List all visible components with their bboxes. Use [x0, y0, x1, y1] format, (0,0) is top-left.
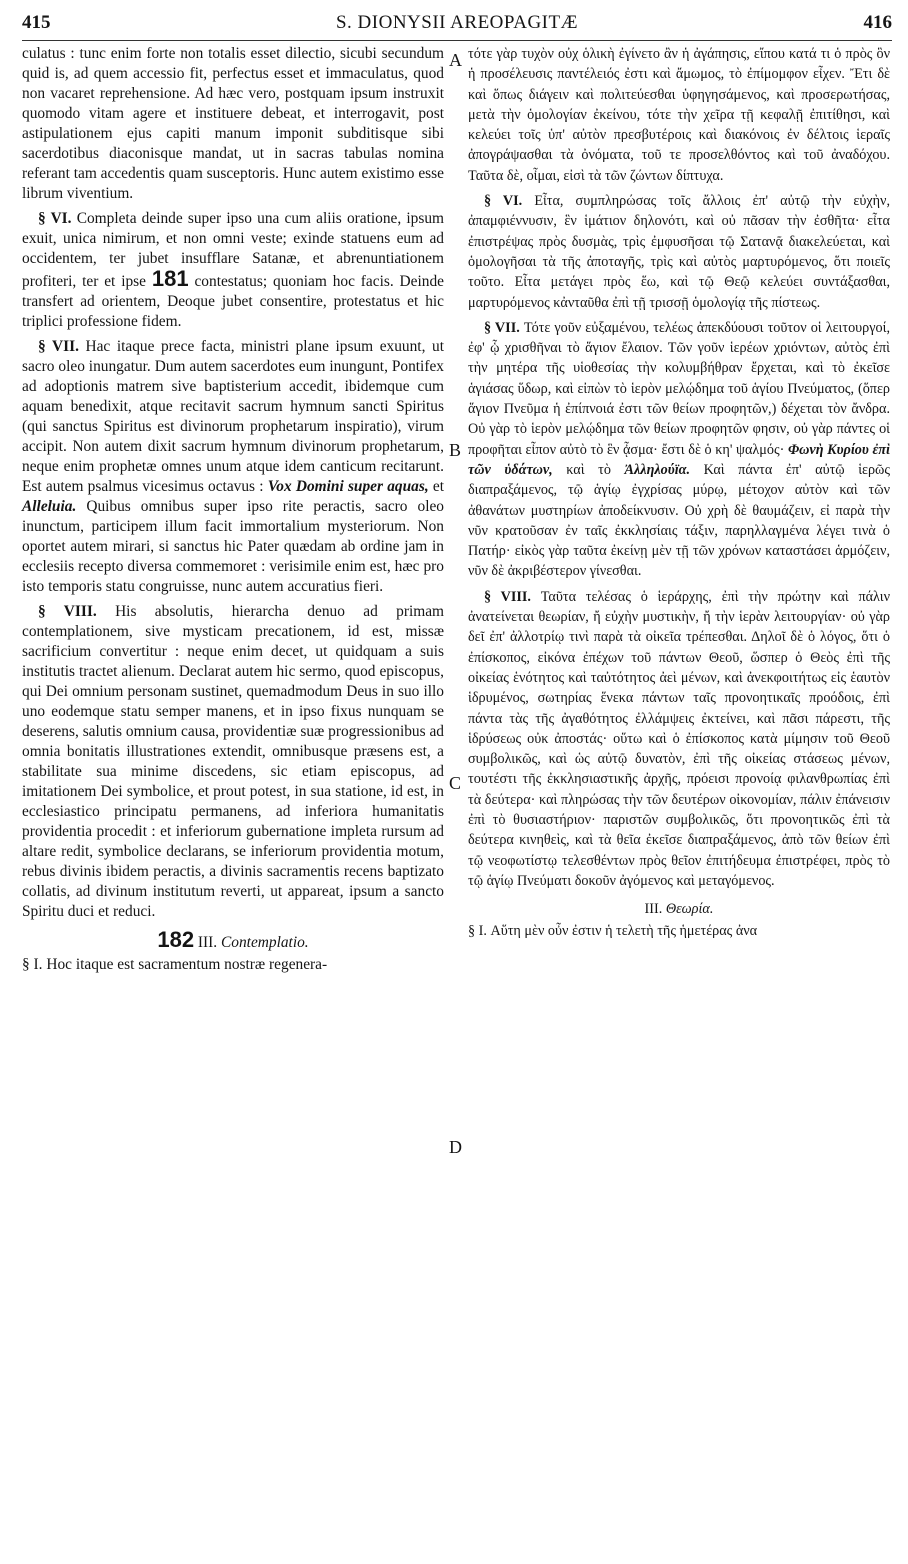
greek-section-vii: § VII. Τότε γοῦν εὐξαμένου, τελέως ἀπεκδύουσι τοῦτον οἱ λειτουργοί, ἐφ' ᾧ χρισθῆναι τὸ ἅγιον ἔλαιον. Τῶν γοῦν ἱερέων χριόντων, αὐτὸς ἐπὶ τὴν μητέρα τῆς υἱοθεσίας τὴν κολυμβήθραν ἔρχεται, καὶ τὸ ἐκεῖσε ἁγιάσας ὕδωρ, καὶ εἰπὼν τὸ ἱερὸν μελῴδημα τοῦ ἁγίου Πνεύματος, (ὅπερ ἅγιον Πνεῦμα ἡ ἐπίπνοιά ἐστι τῶν θείων προφητῶν,) δέχεται τὸν ἄνδρα. Οὐ γὰρ τὸ ἱερὸν μελῴδημα τῶν θείων προφητῶν φησιν, οὐ γὰρ πάντες οἱ προφῆται εἶπον αὐτὸ τὸ ἓν ᾆσμα· ἔστι δὲ ὁ κη' ψαλμός· Φωνὴ Κυρίου ἐπὶ τῶν ὑδάτων, καὶ τὸ Ἀλληλούϊα. Καὶ πάντα ἐπ' αὐτῷ ἱερῶς διαπραξάμενος, τῷ ἁγίῳ ἐγχρίσας μύρῳ, μέτοχον αὐτὸν καὶ τῶν ἀθανάτων μυστηρίων ἀποδείκνυσιν. Οὐ χρὴ δὲ θαυμάζειν, εἰ παρὰ τὴν νῦν κρατοῦσαν ἐν ταῖς ἐκκλησίαις τάξιν, παρηλλαγμένα λέγει τινὰ ὁ Πατήρ· εἰκὸς γὰρ ταῦτα ἐκείνῃ μὲν τῇ τῶν χρόνων καταστάσει ἁρμόζειν, νῦν δὲ ἀκριβέστερον γίνεσθαι. — [468, 319, 891, 580]
alleluia-quote: Ἀλληλούϊα. — [624, 461, 691, 478]
running-title: S. DIONYSII AREOPAGITÆ — [335, 12, 578, 33]
psalm-quote: Φωνὴ Κυρίου ἐπὶ τῶν ὑδάτων, — [468, 441, 890, 478]
greek-paragraph: τότε γὰρ τυχὸν οὐχ ὁλικὴ ἐγίνετο ἂν ἡ ἀγάπησις, εἴπου κατά τι ὁ πρὸς ὃν ἡ προσέλευσις παντέλειός ἐστι καὶ ἄμωμος, τὸ ἐπίμομφον εἶχεν. Ἔτι δὲ καὶ ὅπως διάγειν καὶ πολιτεύεσθαι ὑφηγησάμενος, καὶ προσερωτήσας, μετὰ τὴν ὁμολογίαν ἐκείνου, τότε τὴν χεῖρα τῇ κεφαλῇ ἐπιτίθησι, καὶ κελεύει τοῖς ὑπ' αὐτὸν πρεσβυτέροις καὶ διακόνοις ἐν δέλτοις ἱεραῖς ἀπογράψασθαι τὰ ὀνόματα, τοῦ τε προσελθόντος καὶ τοῦ ἀναδόχου. Ταῦτα δὲ, οἶμαι, εἰσὶ τὰ τῶν ζώντων δίπτυχα. — [468, 46, 890, 184]
greek-section-vi: § VI. Εἶτα, συμπληρώσας τοῖς ἄλλοις ἐπ' αὐτῷ τὴν εὐχὴν, ἀπαμφιέννυσιν, ἓν ἱμάτιον δηλονότι, καὶ οὐ πᾶσαν τὴν ἐσθῆτα· εἶτα ἐπιστρέψας πρὸς δυσμὰς, τρὶς ἐμφυσῆσαι τῷ Σατανᾷ διακελεύεται, καὶ ὁμολογῆσαι τὰ τῆς ἀποταγῆς, τρὶς καὶ αὐτὸς μαρτυρόμενος, ὅτι ποιεῖς τοῦτο. Εἶτα μετάγει πρὸς ἕω, καὶ τῷ Θεῷ κελεύει συντάξασθαι, μαρτυρόμενος κἀνταῦθα ἐπὶ τῇ τρισσῇ ὁμολογίᾳ τῆς πίστεως. — [468, 193, 891, 311]
section-number: § VIII. — [484, 588, 531, 605]
latin-section-vii: § VII. Hac itaque prece facta, ministri plane ipsum exuunt, ut sacro oleo inungatur. Dum autem sacerdotes eum inungunt, Pontifex ad adoptionis matrem sive baptisterium accedit, ibidemque cum aquam benedixit, atque recitavit sacrum hymnum sancti Spiritus (qui sanctus Spiritus est divinorum prophetarum inspiratio), virum accipit. Non autem dixit sacrum hymnum divinorum prophetarum, neque enim prophetæ omnes unum atque idem canticum recitarunt. Est autem psalmus vicesimus octavus : Vox Domini super aquas, et Alleluia. Quibus omnibus super ipso rite peractis, sacro oleo inunctum, participem illum facit immortalium mysteriorum. Non oportet autem mirari, si sanctus hic Pater quædam ab ordine jam in ecclesiis recepto diversa commemoret : verisimile enim est, hæc pro isto temporis statu congruisse, nunc autem accuratius fieri. — [22, 338, 444, 595]
alleluia-quote: Alleluia. — [22, 498, 77, 515]
latin-paragraph: § I. Hoc itaque est sacramentum nostræ regenera- — [22, 956, 328, 973]
section-number: § VII. — [484, 319, 520, 336]
column-number: 181 — [151, 266, 189, 291]
margin-letter: A — [449, 50, 462, 70]
greek-paragraph: § I. Αὕτη μὲν οὖν ἐστιν ἡ τελετὴ τῆς ἡμετέρας ἀνα — [468, 923, 758, 940]
running-header — [22, 12, 892, 40]
latin-section-viii: § VIII. His absolutis, hierarcha denuo ad primam contemplationem, sive mysticam precationem, id est, missæ sacrificium convertitur : neque enim decet, ut quidquam a suis institutis tractet alienum. Declarat autem hic sermo, quod episcopus, qui Dei omnium personam sustinet, quemadmodum Deus in suo illo uno eodemque statu semper manens, et in ipso fixus nunquam se deserens, salutis omnium causa, providentiæ suæ progressionibus ad omnia bonitatis illustrationes extendit, omnibusque præsens est, a stabilitate sua minime discedens, sic etiam episcopus, ad imitationem Dei symbolice, et prout potest, in sua statione, id est, in ecclesiastico principatu permanens, ad inferiora humanitatis providentia procedit : et inferiorum gubernatione impleta rursum ad altare redit, symbolice declarans, se inferiorum providentia motum, rebus divinis ibidem peractis, a divinis sacramentis recens baptizato collatis, ad divinum institutum reverti, ut appareat, ipsum a sancto Spiritu duci et reduci. — [22, 603, 444, 920]
psalm-quote: Vox Domini super aquas, — [267, 478, 429, 495]
margin-letter: B — [449, 440, 462, 460]
greek-subheading: III. Θεωρία. — [644, 901, 714, 918]
margin-letter: C — [449, 773, 462, 793]
section-number: § VI. — [38, 210, 72, 227]
section-number: § VI. — [484, 193, 523, 210]
latin-subheading: 182 III. Contemplatio. — [157, 927, 309, 952]
column-number: 182 — [157, 927, 195, 952]
section-number: § VIII. — [38, 603, 97, 620]
greek-section-viii: § VIII. Ταῦτα τελέσας ὁ ἱεράρχης, ἐπὶ τὴν πρώτην καὶ πάλιν ἀνατείνεται θεωρίαν, ἤ εὐχὴν μυστικὴν, ἤ τὴν ἱερὰν λειτουργίαν· οὐ γὰρ δεῖ ἐπ' ἀλλοτρίῳ τινὶ παρὰ τὰ οἰκεῖα τρέπεσθαι. Δηλοῖ δὲ ὁ λόγος, ὅτι ὁ ἐπίσκοπος, εἰκόνα ἐπέχων τοῦ πάντων Θεοῦ, ὥσπερ ὁ Θεὸς ἐπὶ τῆς οἰκείας ἑνότητος καὶ ταὐτότητος ἀεὶ μένων, καὶ ἀνεκφοιτήτως εἰς ἑαυτὸν ἱδρυμένος, σωτηρίας ἕνεκα πάντων ταῖς προνοητικαῖς προόδοις, ἐπὶ πάντα τὰς τῆς ἀγαθότητος ἐλλάμψεις ἐκτείνει, καὶ πᾶσι πάρεστι, τῆς ἱδρύσεως οὐκ ἀποστάς· οὕτω καὶ ὁ ἐπίσκοπος κατὰ μίμησιν τοῦ Θεοῦ συμβολικῶς, καὶ ὡς αὐτῷ δυνατὸν, ἐπὶ τῆς οἰκείας στάσεως μένων, τουτέστι τῆς ἐκκλησιαστικῆς ἀρχῆς, πρόεισι προνοίᾳ φιλανθρωπίας ἐπὶ τὰ δεύτερα· καὶ πληρώσας τὴν τῶν δευτέρων οἰκονομίαν, πάλιν ἐπάνεισιν ἐπὶ τὸ θυσιαστήριον· παριστῶν συμβολικῶς, ὅτι προνοητικῶς ἐπὶ τὰ δεύτερα κινηθεὶς, καὶ τὰ θεῖα ἐκεῖσε διαπραξάμενος, ἀπὸ τῶν θείων ἐπὶ τῷ νεοφωτίστῳ τελεσθέντων πρὸς θεῖον ἐπιτήδευμα ἐπιστρέφει, πρὸς τὸ τῷ ἁγίῳ Πνεύματι δοκοῦν ἀγόμενος καὶ μεταγόμενος. — [468, 588, 890, 889]
greek-column — [468, 44, 890, 947]
header-rule — [22, 40, 892, 41]
left-page-number: 415 — [22, 12, 51, 33]
right-page-number: 416 — [863, 12, 892, 33]
latin-column — [22, 44, 444, 980]
section-number: § VII. — [38, 338, 79, 355]
margin-letter: D — [449, 1137, 462, 1157]
latin-section-vi: § VI. Completa deinde super ipso una cum aliis oratione, ipsum exuit, unica nimirum, et non omni veste; exinde statuens eum ad occidentem, ter jubet insufflare Satanæ, et abrenuntiationem profiteri, ter et ipse 181 contestatus; quoniam hoc facis. Deinde transfert ad orientem, Deoque jubet consentire, protestatus et hic triplici professione fidem. — [22, 210, 445, 330]
latin-paragraph: culatus : tunc enim forte non totalis esset dilectio, sicubi secundum quid is, ad quem accessio fit, perfectus esset et immaculatus, quod non vacaret reprehensione. Ad hæc vero, postquam ipsum instruxit quomodo vitam agere et instituere debeat, et interrogavit, post astipulationem ejus capiti manum imponit subditisque sibi sacerdotibus diaconisque mandat, ut in sacras tabulas nomina referant tam accedentis quam susceptoris. Hunc autem existimo esse librum viventium. — [22, 45, 444, 202]
